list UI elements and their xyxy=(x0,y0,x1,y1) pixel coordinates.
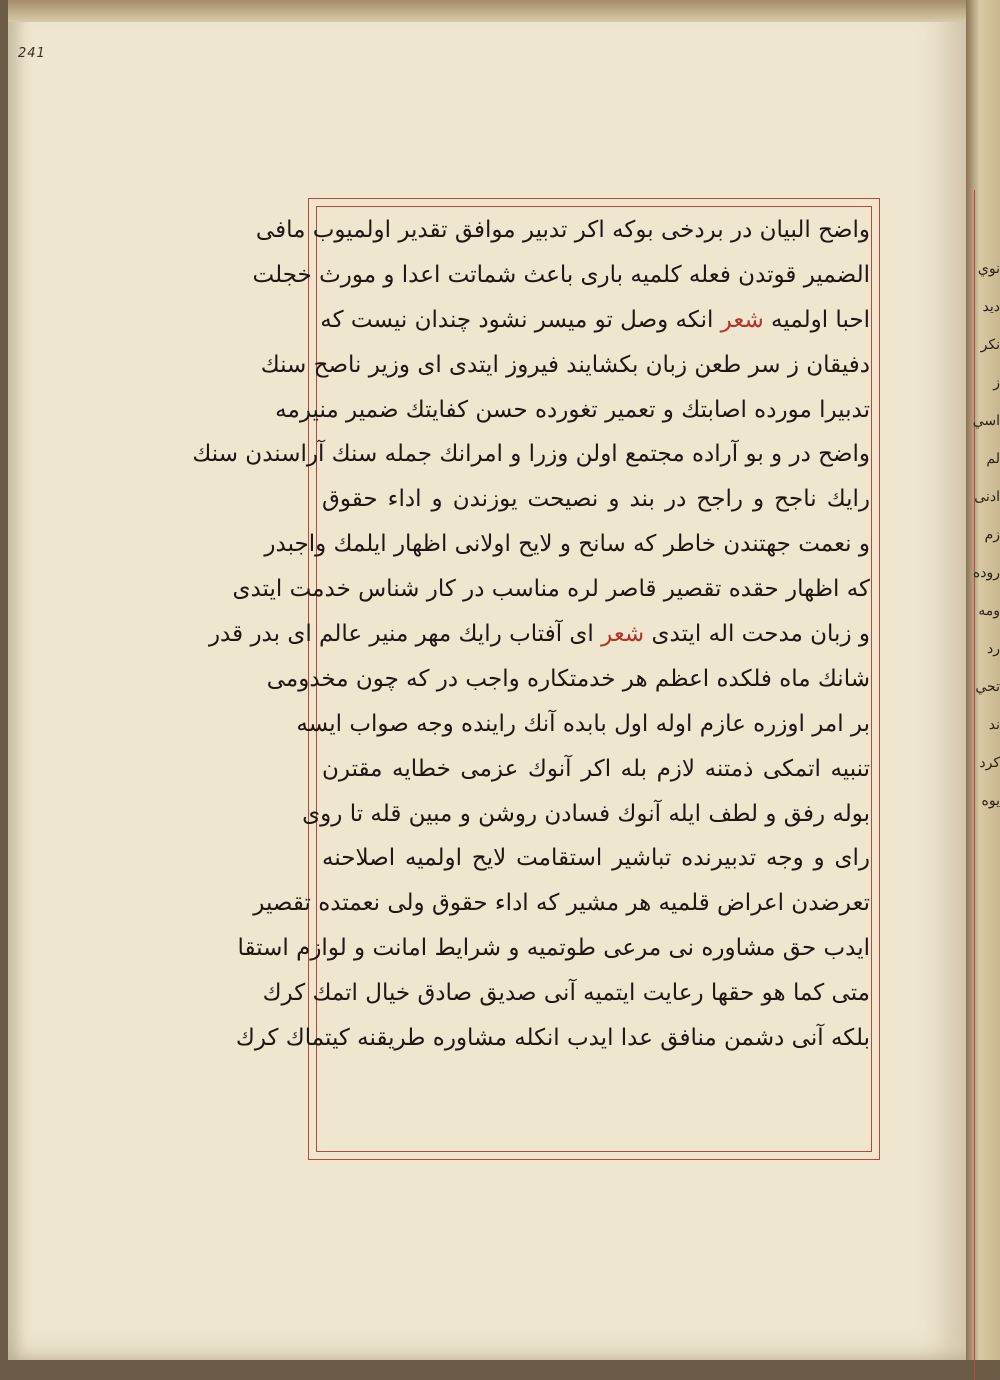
rubric-word: شعر xyxy=(720,306,764,333)
text-line: الضمیر قوتدن فعله کلمیه باری باعث شماتت اعدا و مورث خجلت xyxy=(252,261,870,288)
facing-fragment: نكر xyxy=(980,337,1000,353)
text-line-part: ای آفتاب رایك مهر منیر عالم ای بدر قدر xyxy=(208,621,602,648)
text-line: شانك ماه فلکده اعظم هر خدمتکاره واجب در که چون مخدومی xyxy=(266,665,870,692)
text-line: واضح البیان در بردخی بوکه اکر تدبیر موافق تقدیر اولمیوب مافی xyxy=(255,217,870,243)
text-line: تدبیرا مورده اصابتك و تعمیر تغورده حسن کفایتك ضمیر منیرمه xyxy=(275,396,870,423)
text-line: متی کما هو حقها رعایت ایتمیه آنی صدیق صادق خیال اتمك کرك xyxy=(262,980,870,1007)
text-line: تنبیه اتمکی ذمتنه لازم بله اکر آنوك عزمی خطایه مقترن xyxy=(322,755,870,782)
text-line: که اظهار حقده تقصیر قاصر لره مناسب در کار شناس خدمت ایتدی xyxy=(232,576,870,603)
text-line: ایدب حق مشاوره نی مرعی طوتمیه و شرایط امانت و لوازم استقا xyxy=(237,935,870,962)
facing-fragment: ادنى xyxy=(974,489,1000,505)
facing-fragment: نوي xyxy=(977,261,1000,277)
facing-fragment: ز اسي xyxy=(972,375,1000,429)
text-line: واضح در و بو آراده مجتمع اولن وزرا و امرانك جمله سنك آراسندن سنك xyxy=(192,441,870,468)
facing-fragment: يوه xyxy=(981,793,1000,809)
text-line-part: و زبان مدحت اله ایتدی xyxy=(644,621,870,648)
facing-fragment: ند xyxy=(988,717,1000,733)
facing-fragment: ديد xyxy=(982,299,1000,315)
facing-fragment: روده xyxy=(972,565,1000,581)
text-line-part: احبا اولمیه xyxy=(763,306,870,333)
text-line: بر امر اوزره عازم اوله اول بابده آنك راینده وجه صواب ایسه xyxy=(296,710,870,737)
folio-number: 241 xyxy=(18,46,46,61)
text-line xyxy=(322,298,870,343)
rubric-word: شعر xyxy=(601,621,645,648)
text-line: رایك ناجح و راجح در بند و نصیحت یوزندن و اداء حقوق xyxy=(322,486,870,513)
text-block xyxy=(192,208,870,1061)
page-top-edge xyxy=(8,0,966,22)
text-line: بوله رفق و لطف ایله آنوك فسادن روشن و مبین قله تا روی xyxy=(302,800,870,827)
facing-fragment: لم xyxy=(986,451,1000,467)
facing-page-text xyxy=(972,250,1000,820)
text-line: دفیقان ز سر طعن زبان بکشایند فیروز ایتدی ای وزیر ناصح سنك xyxy=(260,351,870,378)
text-line: تعرضدن اعراض قلمیه هر مشیر که اداء حقوق ولی نعمتده تقصیر xyxy=(253,890,870,917)
facing-fragment: كرد xyxy=(979,755,1000,771)
text-line: بلکه آنی دشمن منافق عدا ایدب انکله مشاوره طریقنه کیتماك کرك xyxy=(235,1025,870,1052)
facing-fragment: تحي xyxy=(975,679,1000,695)
text-line-part: انکه وصل تو میسر نشود چندان نیست که xyxy=(320,306,721,333)
text-line xyxy=(208,612,870,657)
text-line: و نعمت جهتندن خاطر که سانح و لایح اولانی اظهار ایلمك واجبدر xyxy=(264,531,870,558)
text-line: رای و وجه تدبیرنده تباشیر استقامت لایح اولمیه اصلاحنه xyxy=(322,845,870,872)
facing-fragment: رد xyxy=(987,641,1000,657)
facing-fragment: زم xyxy=(984,527,1000,543)
facing-fragment: ومه xyxy=(978,603,1000,619)
